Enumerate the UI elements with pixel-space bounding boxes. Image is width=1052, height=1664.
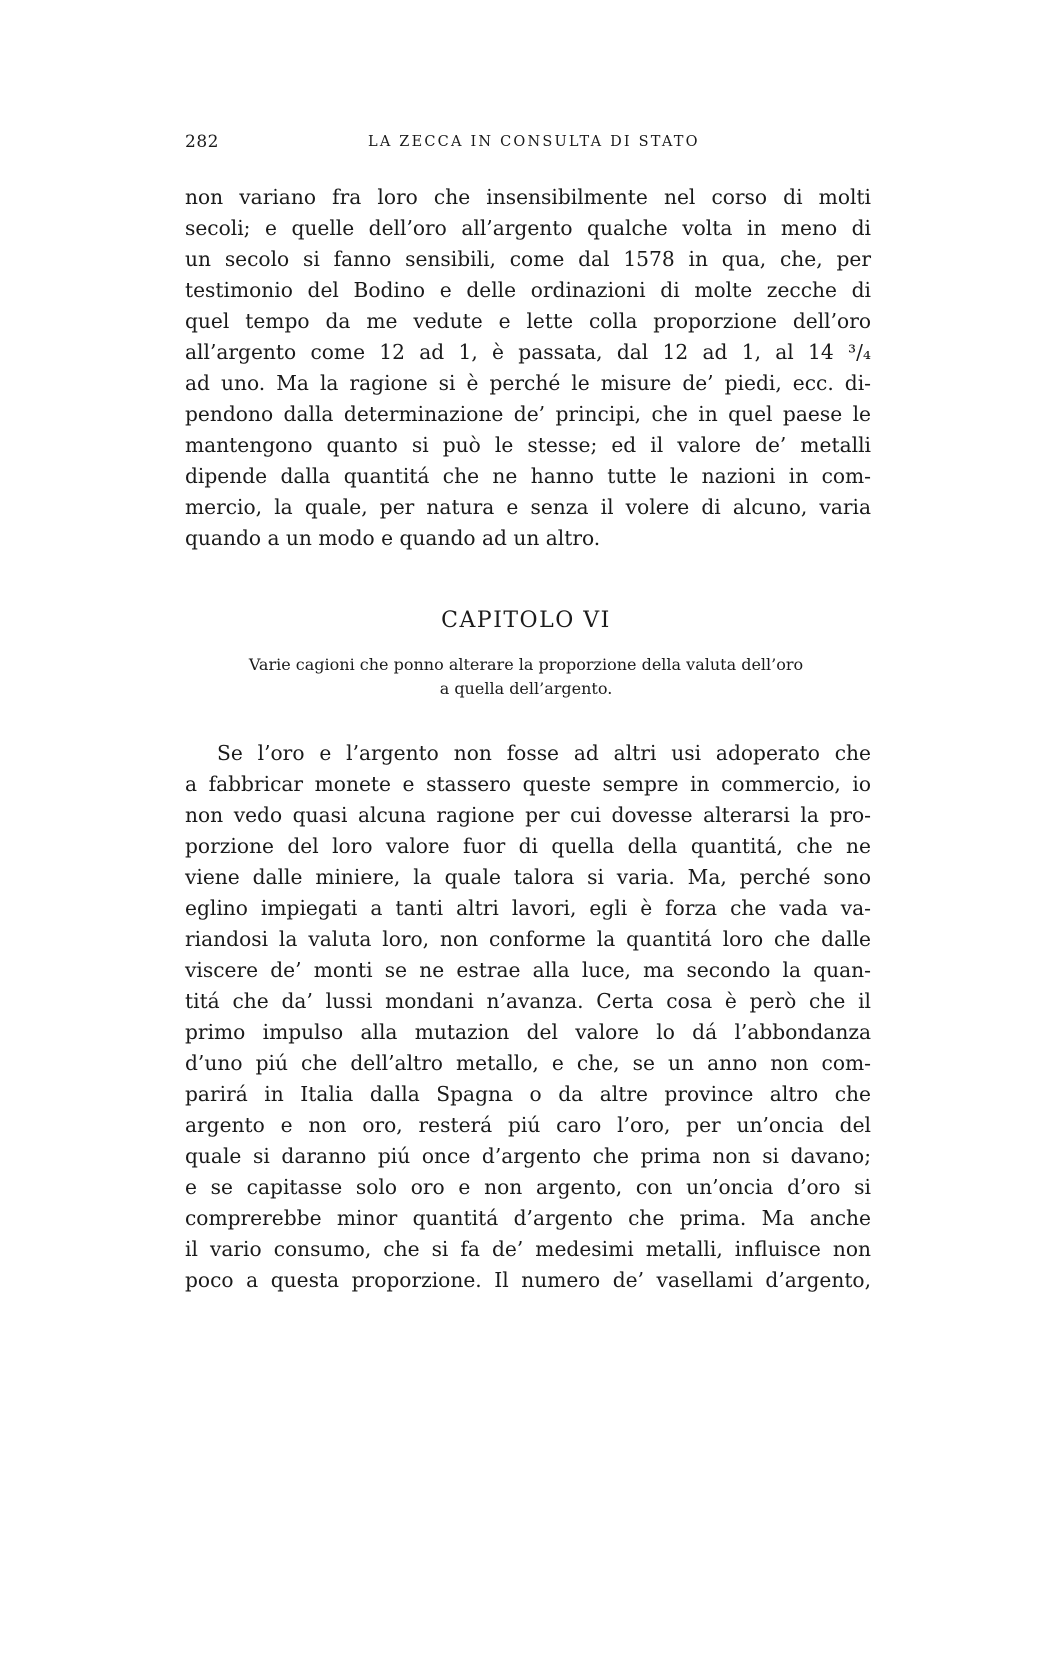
text-line: mantengono quanto si può le stesse; ed il valore de’ metalli xyxy=(185,433,871,457)
text-line: riandosi la valuta loro, non conforme la quantitá loro che dalle xyxy=(185,927,871,951)
text-line: Se l’oro e l’argento non fosse ad altri usi adoperato che xyxy=(217,741,871,765)
text-line: il vario consumo, che si fa de’ medesimi metalli, influisce non xyxy=(185,1237,871,1261)
text-line: porzione del loro valore fuor di quella della quantitá, che ne xyxy=(185,834,871,858)
text-line: secoli; e quelle dell’oro all’argento qualche volta in meno di xyxy=(185,216,871,240)
text-line: parirá in Italia dalla Spagna o da altre province altro che xyxy=(185,1082,871,1106)
chapter-title: CAPITOLO VI xyxy=(441,608,611,633)
text-line: quel tempo da me vedute e lette colla proporzione dell’oro xyxy=(185,309,871,333)
chapter-paragraph xyxy=(185,738,871,1296)
text-line: quale si daranno piú once d’argento che prima non si davano; xyxy=(185,1144,871,1168)
text-line: viscere de’ monti se ne estrae alla luce, ma secondo la quan- xyxy=(185,958,871,982)
text-line: primo impulso alla mutazion del valore lo dá l’abbondanza xyxy=(185,1020,871,1044)
chapter-subtitle xyxy=(0,653,1052,701)
paragraph-continued xyxy=(185,182,871,554)
text-line: comprerebbe minor quantitá d’argento che prima. Ma anche xyxy=(185,1206,871,1230)
page-number: 282 xyxy=(185,132,219,152)
text-line: eglino impiegati a tanti altri lavori, egli è forza che vada va- xyxy=(185,896,871,920)
text-line: titá che da’ lussi mondani n’avanza. Certa cosa è però che il xyxy=(185,989,871,1013)
page-header xyxy=(185,132,881,158)
text-line: testimonio del Bodino e delle ordinazioni di molte zecche di xyxy=(185,278,871,302)
running-head: LA ZECCA IN CONSULTA DI STATO xyxy=(368,134,700,150)
text-line: mercio, la quale, per natura e senza il volere di alcuno, varia xyxy=(185,495,871,519)
text-line: non vedo quasi alcuna ragione per cui dovesse alterarsi la pro- xyxy=(185,803,871,827)
chapter-subtitle-line: Varie cagioni che ponno alterare la proporzione della valuta dell’oro xyxy=(248,655,804,674)
chapter-subtitle-line: a quella dell’argento. xyxy=(439,679,613,698)
text-line: argento e non oro, resterá piú caro l’oro, per un’oncia del xyxy=(185,1113,871,1137)
text-line: dipende dalla quantitá che ne hanno tutte le nazioni in com- xyxy=(185,464,871,488)
text-line: e se capitasse solo oro e non argento, con un’oncia d’oro si xyxy=(185,1175,871,1199)
text-line: d’uno piú che dell’altro metallo, e che, se un anno non com- xyxy=(185,1051,871,1075)
text-line: quando a un modo e quando ad un altro. xyxy=(185,526,601,550)
text-line: all’argento come 12 ad 1, è passata, dal 12 ad 1, al 14 ³/₄ xyxy=(185,340,871,364)
text-line: poco a questa proporzione. Il numero de’ vasellami d’argento, xyxy=(185,1268,871,1292)
text-line: un secolo si fanno sensibili, come dal 1578 in qua, che, per xyxy=(185,247,871,271)
text-line: a fabbricar monete e stassero queste sempre in commercio, io xyxy=(185,772,871,796)
text-line: ad uno. Ma la ragione si è perché le misure de’ piedi, ecc. di- xyxy=(185,371,871,395)
text-line: non variano fra loro che insensibilmente nel corso di molti xyxy=(185,185,871,209)
text-line: viene dalle miniere, la quale talora si varia. Ma, perché sono xyxy=(185,865,871,889)
text-line: pendono dalla determinazione de’ principi, che in quel paese le xyxy=(185,402,871,426)
